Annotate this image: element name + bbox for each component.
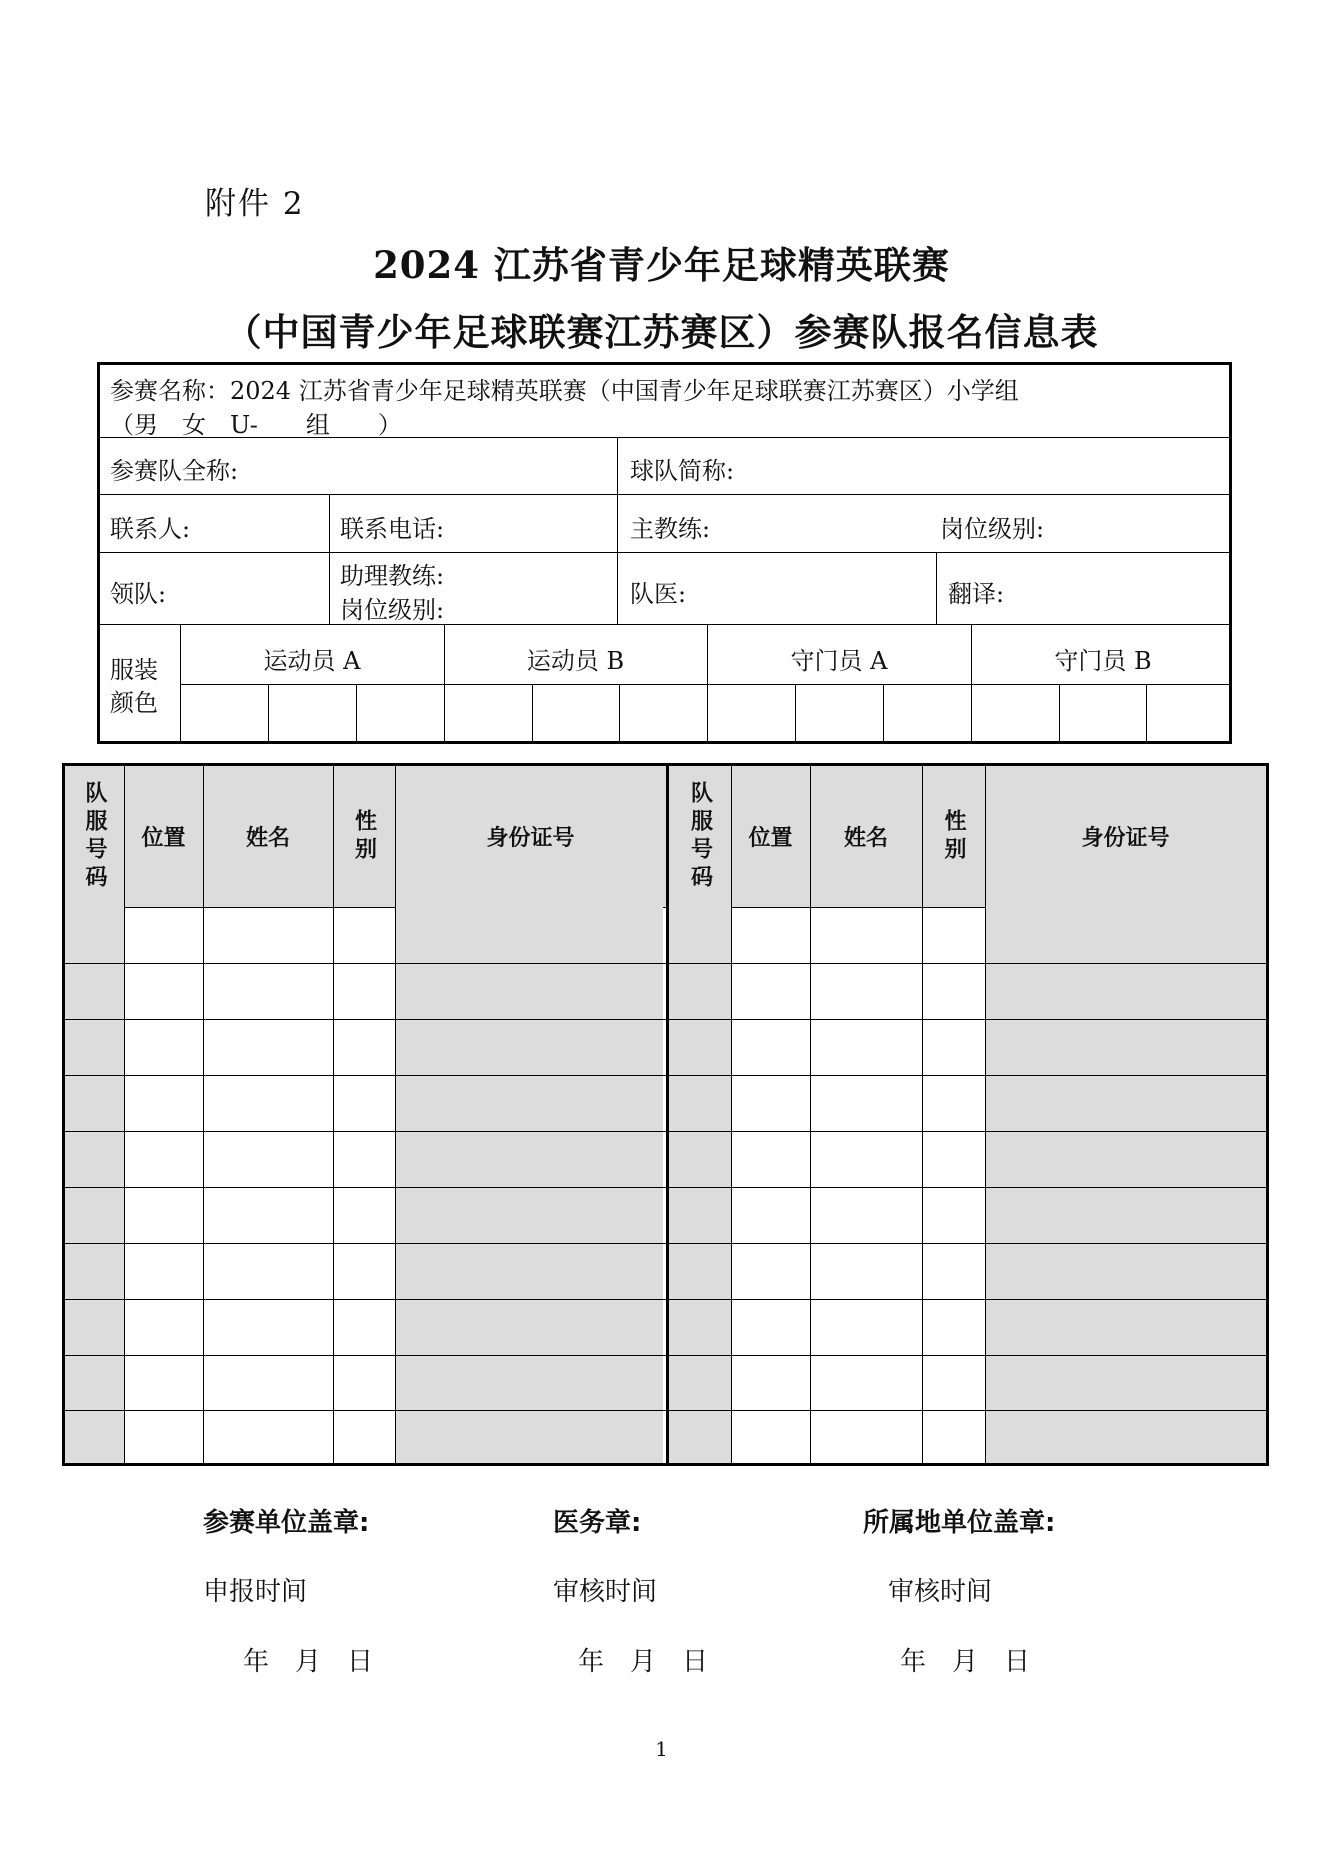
- team-full-name-label: 参赛队全称:: [110, 457, 239, 485]
- form-title-line2: （中国青少年足球联赛江苏赛区）参赛队报名信息表: [224, 310, 1099, 354]
- header-gender: 性别: [351, 808, 377, 865]
- header-name-2: 姓名: [843, 826, 888, 851]
- header-jersey-number: 队服号码: [82, 780, 107, 893]
- uniform-athlete-a: 运动员 A: [263, 647, 361, 675]
- uniform-label-1: 服装: [110, 656, 158, 684]
- header-jersey-number-2: 队服号码: [687, 780, 713, 893]
- header-name: 姓名: [245, 826, 290, 851]
- review-time-label-2: 审核时间: [888, 1577, 993, 1607]
- header-gender-2: 性别: [941, 808, 966, 865]
- assistant-rank-label: 岗位级别:: [340, 596, 445, 624]
- assistant-coach-label: 助理教练:: [340, 562, 445, 590]
- unit-seal-label: 参赛单位盖章:: [203, 1508, 370, 1538]
- attachment-label: 附件 2: [205, 186, 305, 222]
- translator-label: 翻译:: [948, 580, 1005, 608]
- uniform-athlete-b: 运动员 B: [526, 647, 625, 675]
- event-group: （男 女 U- 组 ）: [110, 411, 402, 439]
- header-id-number: 身份证号: [486, 826, 575, 851]
- medical-seal-label: 医务章:: [553, 1508, 642, 1538]
- local-seal-label: 所属地单位盖章:: [863, 1508, 1056, 1538]
- event-name: 参赛名称：2024 江苏省青少年足球精英联赛（中国青少年足球联赛江苏赛区）小学组: [110, 377, 1019, 405]
- header-position: 位置: [141, 826, 186, 851]
- team-info-table: [97, 362, 1232, 744]
- report-time-label: 申报时间: [203, 1577, 308, 1607]
- team-short-name-label: 球队简称:: [630, 457, 735, 485]
- uniform-goalkeeper-b: 守门员 B: [1054, 647, 1152, 675]
- team-leader-label: 领队:: [110, 580, 167, 608]
- uniform-label-2: 颜色: [110, 689, 158, 717]
- review-time-label-1: 审核时间: [553, 1577, 658, 1607]
- contact-phone-label: 联系电话:: [340, 515, 445, 543]
- date-field-1: 年 月 日: [243, 1647, 374, 1677]
- contact-label: 联系人:: [110, 515, 191, 543]
- roster-table: [62, 763, 1269, 1466]
- uniform-goalkeeper-a: 守门员 A: [790, 647, 888, 675]
- date-field-2: 年 月 日: [578, 1647, 709, 1677]
- head-coach-label: 主教练:: [630, 515, 711, 543]
- head-coach-rank-label: 岗位级别:: [940, 515, 1045, 543]
- date-field-3: 年 月 日: [900, 1647, 1031, 1677]
- page-number: 1: [655, 1737, 668, 1761]
- header-position-2: 位置: [748, 826, 793, 851]
- team-doctor-label: 队医:: [630, 580, 687, 608]
- form-title-line1: 2024 江苏省青少年足球精英联赛: [373, 243, 950, 287]
- header-id-number-2: 身份证号: [1081, 826, 1170, 851]
